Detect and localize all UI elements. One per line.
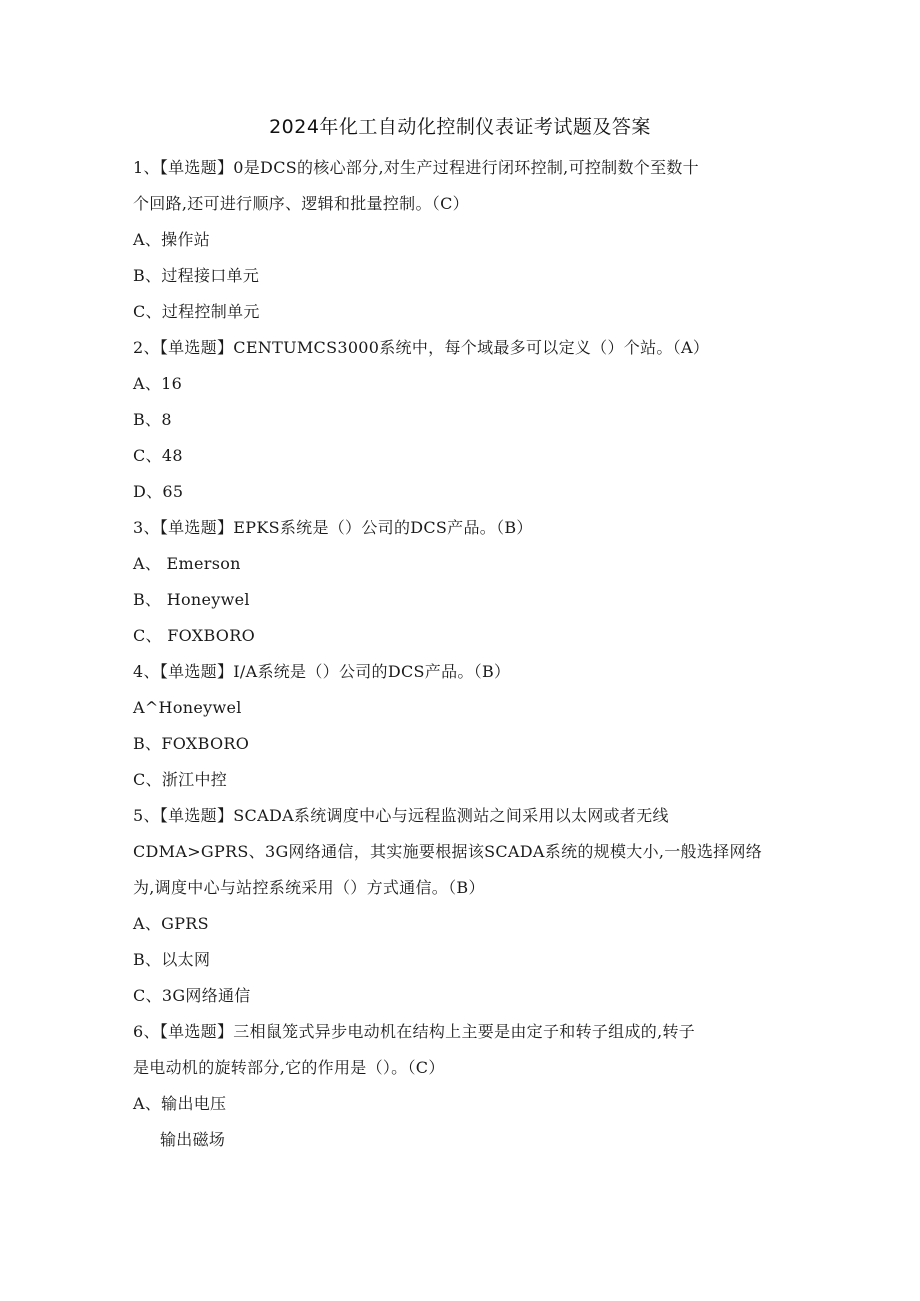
question-4-option-a: A^Honeywel bbox=[133, 698, 242, 717]
question-6-stem-line-1: 6、【单选题】三相鼠笼式异步电动机在结构上主要是由定子和转子组成的,转子 bbox=[133, 1022, 696, 1041]
question-2-stem-line-1: 2、【单选题】CENTUMCS3000系统中，每个域最多可以定义（）个站。（A） bbox=[133, 338, 710, 357]
question-5-option-c: C、3G网络通信 bbox=[133, 986, 251, 1005]
question-2-option-d: D、65 bbox=[133, 482, 184, 501]
question-6-option-a: A、输出电压 bbox=[133, 1094, 227, 1113]
question-5-option-a: A、GPRS bbox=[133, 914, 209, 933]
question-1-option-a: A、操作站 bbox=[133, 230, 211, 249]
question-6-stem-line-2: 是电动机的旋转部分,它的作用是（）。（C） bbox=[133, 1058, 445, 1077]
question-1-stem-line-2: 个回路,还可进行顺序、逻辑和批量控制。（C） bbox=[133, 194, 469, 213]
question-1-option-b: B、过程接口单元 bbox=[133, 266, 260, 285]
question-5-stem-line-1: 5、【单选题】SCADA系统调度中心与远程监测站之间采用以太网或者无线 bbox=[133, 806, 669, 825]
question-2-option-a: A、16 bbox=[133, 374, 183, 393]
question-3-stem-line-1: 3、【单选题】EPKS系统是（）公司的DCS产品。（B） bbox=[133, 518, 533, 537]
question-4-stem-line-1: 4、【单选题】I/A系统是（）公司的DCS产品。（B） bbox=[133, 662, 511, 681]
question-3-option-a: A、 Emerson bbox=[133, 554, 241, 573]
question-5-stem-line-2: CDMA>GPRS、3G网络通信，其实施要根据该SCADA系统的规模大小,一般选择网络 bbox=[133, 842, 763, 861]
question-1-option-c: C、过程控制单元 bbox=[133, 302, 260, 321]
question-list bbox=[133, 150, 793, 1158]
question-3-option-b: B、 Honeywel bbox=[133, 590, 250, 609]
question-5-option-b: B、以太网 bbox=[133, 950, 211, 969]
question-4-option-b: B、FOXBORO bbox=[133, 734, 250, 753]
question-6-option-b: 输出磁场 bbox=[160, 1130, 226, 1149]
question-5-stem-line-3: 为,调度中心与站控系统采用（）方式通信。（B） bbox=[133, 878, 485, 897]
question-2-option-c: C、48 bbox=[133, 446, 183, 465]
document-title: 2024年化工自动化控制仪表证考试题及答案 bbox=[269, 116, 651, 138]
question-2-option-b: B、8 bbox=[133, 410, 172, 429]
question-3-option-c: C、 FOXBORO bbox=[133, 626, 255, 645]
question-1-stem-line-1: 1、【单选题】0是DCS的核心部分,对生产过程进行闭环控制,可控制数个至数十 bbox=[133, 158, 699, 177]
question-4-option-c: C、浙江中控 bbox=[133, 770, 228, 789]
